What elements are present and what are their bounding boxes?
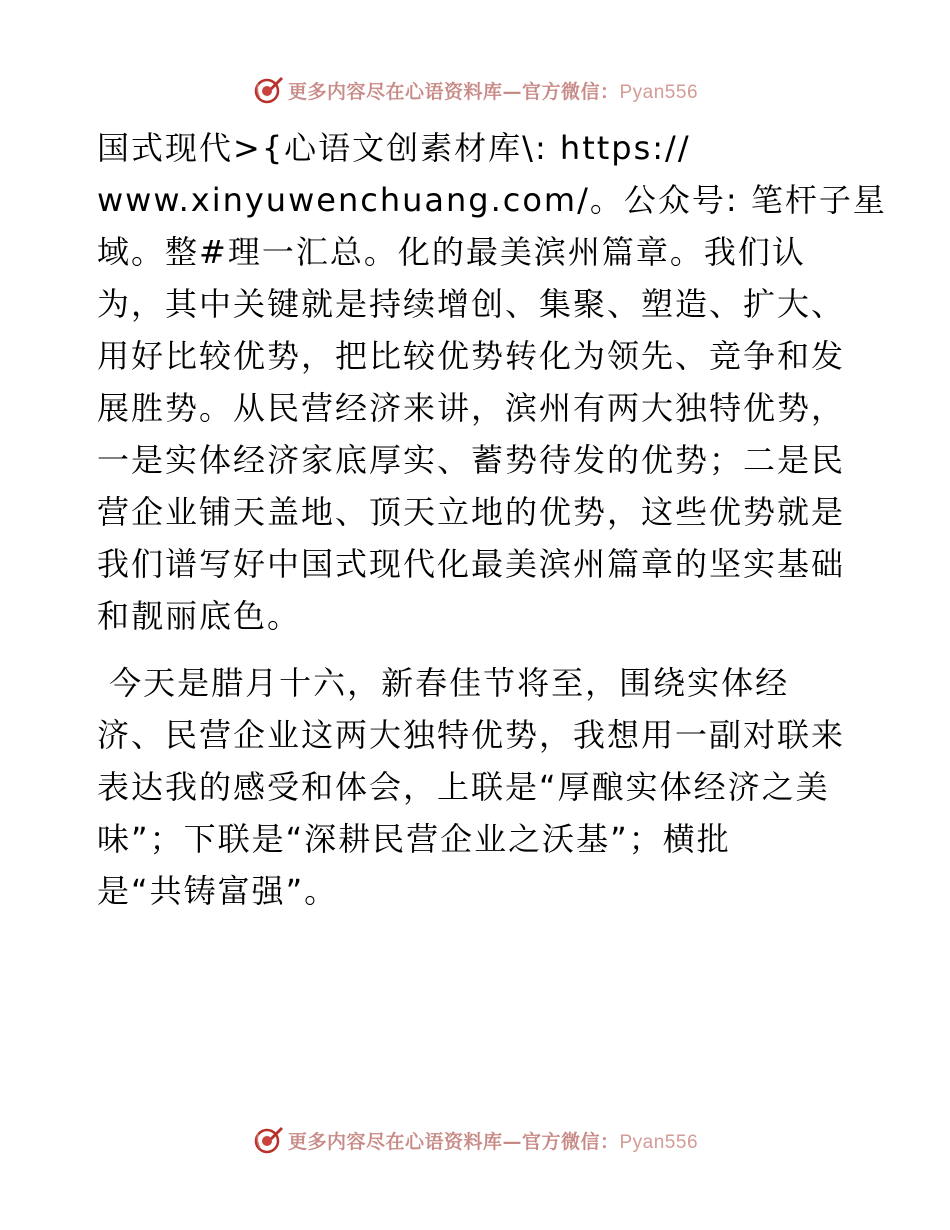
text-line: 用好比较优势，把比较优势转化为领先、竞争和发	[97, 337, 846, 375]
header-watermark	[0, 72, 950, 108]
text-line: 为，其中关键就是持续增创、集聚、塑造、扩大、	[97, 285, 846, 323]
text-line: 展胜势。从民营经济来讲，滨州有两大独特优势，	[97, 389, 846, 427]
text-line: 和靓丽底色。	[97, 597, 302, 635]
text-line: www.xinyuwenchuang.com/。公众号: 笔杆子星	[97, 181, 887, 219]
text-line: 是“共铸富强”。	[97, 872, 339, 910]
text-line: 一是实体经济家底厚实、蓄势待发的优势；二是民	[97, 441, 846, 479]
text-line: 营企业铺天盖地、顶天立地的优势，这些优势就是	[97, 493, 846, 531]
paragraph-2	[97, 657, 857, 917]
text-line: 味”；下联是“深耕民营企业之沃基”；横批	[97, 820, 731, 858]
text-line: 表达我的感受和体会，上联是“厚酿实体经济之美	[97, 768, 830, 806]
text-line: 今天是腊月十六，新春佳节将至，围绕实体经	[97, 664, 790, 702]
text-line: 济、民营企业这两大独特优势，我想用一副对联来	[97, 716, 846, 754]
text-line: 域。整#理一汇总。化的最美滨州篇章。我们认	[97, 233, 806, 271]
paragraph-1	[97, 122, 887, 642]
pen-circle-logo-icon	[252, 74, 284, 106]
header-watermark-text: 更多内容尽在心语资料库—官方微信：Pyan556	[287, 80, 699, 103]
footer-watermark	[0, 1122, 950, 1158]
text-line: 国式现代>{心语文创素材库\: https://	[97, 129, 691, 167]
text-line: 我们谱写好中国式现代化最美滨州篇章的坚实基础	[97, 545, 846, 583]
body-text	[97, 122, 887, 917]
footer-watermark-text: 更多内容尽在心语资料库—官方微信：Pyan556	[287, 1130, 699, 1153]
pen-circle-logo-icon	[252, 1124, 284, 1156]
